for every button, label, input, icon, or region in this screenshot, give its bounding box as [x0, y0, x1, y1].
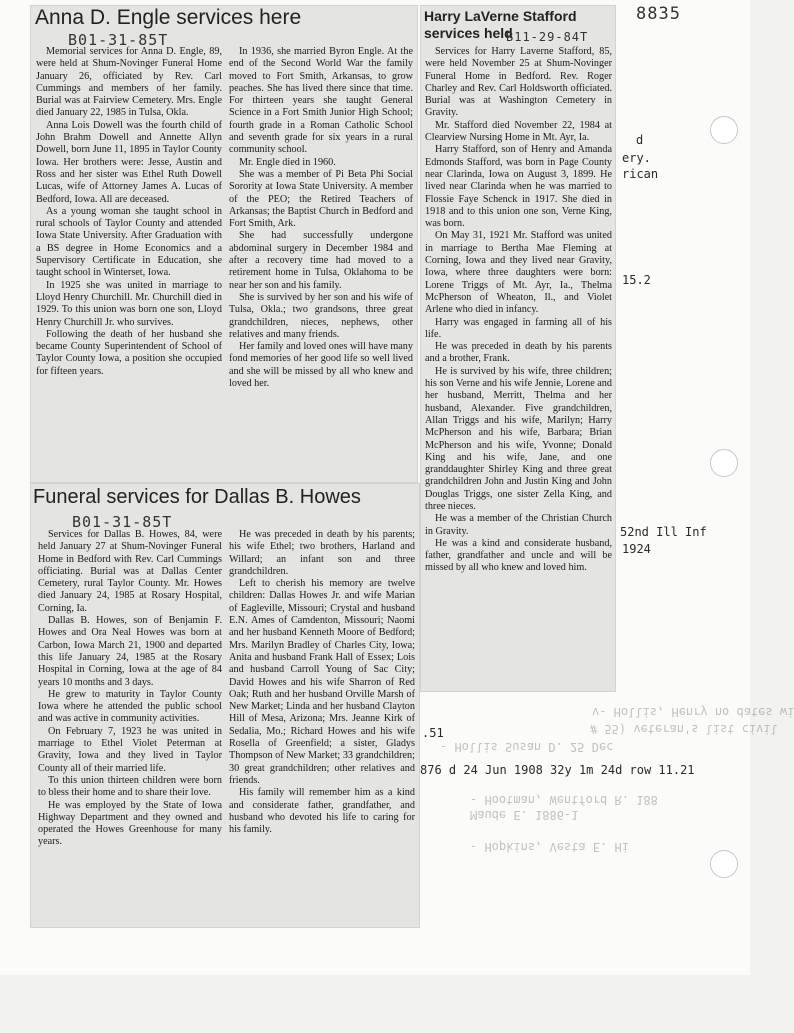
paragraph: He was employed by the State of Iowa Highway Department and they owned and operated the Howes Greenhouse for many years.: [38, 799, 222, 848]
engle-column-2: [229, 46, 413, 480]
paragraph: Dallas B. Howes, son of Benjamin F. Howes and Ora Neal Howes was born at Carbon, Iowa March 21, 1900 and departed this life January 24, 1985 at the Rosary Hospital in Corning, Iowa at the age of 84 years 10 months and 3 days.: [38, 615, 222, 688]
paragraph: As a young woman she taught school in rural schools of Taylor County and attended Iowa State University. After Graduation with a BS degree in Home Economics and a Supervisory Certificate in Education, she taught school in Winterset, Iowa.: [36, 205, 222, 279]
paragraph: She was a member of Pi Beta Phi Social Sorority at Iowa State University. A member of the PEO; the Retired Teachers of Arkansas; the Baptist Church in Bedford and Fort Smith, Ark.: [229, 168, 413, 230]
paragraph: In 1925 she was united in marriage to Lloyd Henry Churchill. Mr. Churchill died in 1929. To this union was born one son, Lloyd Henry Churchill Jr. who survives.: [36, 279, 222, 328]
paragraph: Anna Lois Dowell was the fourth child of John Brahm Dowell and Annette Allyn Dowell, born June 11, 1895 in Taylor County Iowa. Her brothers were: Jesse, Austin and Ross and her sister was Ethel Ruth Dowell Lucas, wife of Attorney James A. Lucas of Bedford, Iowa. All are deceased.: [36, 119, 222, 205]
paragraph: On May 31, 1921 Mr. Stafford was united in marriage to Bertha Mae Fleming at Corning, Iowa and they lived near Gravity, Iowa, where three daughters were born: Lorene Triggs of Mt. Ayr, Ia., Thelma McPherson of Wheaton, Il., and Violet Arlene who died in infancy.: [425, 230, 612, 316]
bleed-text-mirrored: - Hollis Susan D. 25 Dec: [440, 740, 614, 754]
paragraph: Mr. Stafford died November 22, 1984 at Clearview Nursing Home in Mt. Ayr, Ia.: [425, 119, 612, 144]
paragraph: His family will remember him as a kind and considerate father, grandfather, and husband who devoted his life to caring for his family.: [229, 787, 415, 836]
stafford-headline: Harry LaVerne Stafford services held: [424, 8, 577, 41]
engle-date-annotation: B01-31-85T: [68, 31, 169, 49]
bleed-text-mirrored: v- Hollis, Henry no dates wi: [592, 705, 794, 719]
bleed-text: 876 d 24 Jun 1908 32y 1m 24d row 11.21: [420, 763, 695, 777]
paragraph: He is survived by his wife, three children; his son Verne and his wife Jennie, Lorene and her husband, Merritt, Thelma and her husband, Alexander. Five grandchildren, Allan Triggs and his wife, Marilyn; Harry McPherson and his wife, Barbara; Brian McPherson and his wife, Yvonne; Donald King and his wife, Jane, and one granddaughter Shirley King and three great grandchildren John and Justin King and John Douglas Triggs, one sister Zella King, and three nieces.: [425, 365, 612, 512]
paragraph: Harry was engaged in farming all of his life.: [425, 316, 612, 340]
bleed-text-mirrored: - Hopkins, Vesta E. Hi: [470, 840, 629, 854]
engle-headline: Anna D. Engle services here: [35, 6, 302, 29]
bleed-text: 1924: [622, 542, 651, 556]
howes-column-2: [229, 529, 415, 927]
bleed-text: d: [636, 133, 644, 147]
binder-hole: [710, 850, 738, 878]
bleed-text: ery.: [622, 151, 651, 165]
binder-hole: [710, 116, 738, 144]
howes-headline: Funeral services for Dallas B. Howes: [33, 486, 361, 508]
howes-date-annotation: B01-31-85T: [72, 513, 173, 531]
paragraph: Her family and loved ones will have many fond memories of her good life so well lived and she will be missed by all who knew and loved her.: [229, 341, 413, 390]
paragraph: To this union thirteen children were born to bless their home and to share their love.: [38, 774, 222, 799]
paragraph: She is survived by her son and his wife of Tulsa, Okla.; two grandsons, three great grandchildren, nieces, nephews, other relatives and many friends.: [229, 291, 413, 340]
bleed-text: 15.2: [622, 273, 651, 287]
paragraph: Memorial services for Anna D. Engle, 89, were held at Shum-Novinger Funeral Home January 26, officiated by Rev. Carl Cummings and members of her family. Burial was at Fairview Cemetery. Mrs. Engle died January 22, 1985 in Tulsa, Okla.: [36, 46, 222, 119]
paragraph: Services for Harry Laverne Stafford, 85, were held November 25 at Shum-Novinger Funeral Home in Bedford. Rev. Roger Charley and Rev. Carl Holdsworth officiated. Burial was at Washington Cemetery in Gravity.: [425, 46, 612, 119]
paragraph: In 1936, she married Byron Engle. At the end of the Second World War the family moved to Fort Smith, Arkansas, to grow peaches. She has lived there since that time. For thirteen years she taught General Science in a Fort Smith Junior High School; fourth grade in a Roman Catholic School and seventh grade for six years in a rural community school.: [229, 46, 413, 156]
bleed-text-mirrored: Maude E. 1886-1: [470, 808, 579, 822]
bleed-text: .51: [422, 726, 444, 740]
paragraph: He was preceded in death by his parents; his wife Ethel; two brothers, Harland and Willard; an infant son and three grandchildren.: [229, 529, 415, 577]
paragraph: He was a member of the Christian Church in Gravity.: [425, 513, 612, 537]
paragraph: He was a kind and considerate husband, father, grandfather and uncle and will be missed by all who knew and loved him.: [425, 537, 612, 574]
bleed-text: rican: [622, 167, 659, 181]
paragraph: He was preceded in death by his parents and a brother, Frank.: [425, 341, 612, 365]
paragraph: Harry Stafford, son of Henry and Amanda Edmonds Stafford, was born in Page County near Clarinda, Iowa on August 3, 1899. He lived near Clarinda when he was married to Flossie Faye Schenck in 1917. She died in 1918 and to this union one son, Verne King, was born.: [425, 144, 612, 230]
paragraph: Following the death of her husband she became County Superintendent of School of Taylor County Iowa, a position she occupied for fifteen years.: [36, 328, 222, 377]
paragraph: Mr. Engle died in 1960.: [239, 156, 336, 168]
howes-column-1: [38, 529, 222, 927]
stafford-column: [425, 46, 612, 689]
paragraph: She had successfully undergone abdominal surgery in December 1984 and after a recovery time had moved to a retirement home in Tulsa, Oklahoma to be near her son and his family.: [229, 230, 413, 291]
paragraph: On February 7, 1923 he was united in marriage to Ethel Violet Peterman at Gravity, Iowa and they lived in Taylor County all of their married life.: [38, 725, 222, 774]
bleed-text: 52nd Ill Inf: [620, 525, 707, 539]
stafford-date-annotation: B11-29-84T: [506, 30, 589, 44]
page-number: 8835: [636, 4, 681, 24]
bleed-text-mirrored: # 55) veteran's list civil: [590, 722, 778, 736]
paragraph: He grew to maturity in Taylor County Iowa where he attended the public school and was active in community activities.: [38, 688, 222, 725]
paragraph: Left to cherish his memory are twelve children: Dallas Howes Jr. and wife Marian of Eagleville, Missouri; Crystal and husband E.N. Ames of Camdenton, Missouri; Naomi and her husband Kenneth Moore of Bedford; Mrs. Marilyn Bradley of Charles City, Iowa; Anita and husband Frank Hall of Essex; Lois and husband Carroll Young of Sac City; David Howes and his wife Sharron of Red Oak; Ruth and her husband Orville Marsh of New Market; Linda and her husband Clayton Hill of Mesa, Arizona; Mrs. Jeanne Kirk of Sedalia, Mo.; Richard Howes and his wife Rosella of Greenfield; a sister, Gladys Thompson of New Market; 33 grandchildren; 30 great grandchildren; other relatives and friends.: [229, 578, 415, 786]
binder-hole: [710, 449, 738, 477]
bleed-text-mirrored: - Hootman, Wentford R. 188: [470, 793, 658, 807]
engle-column-1: [36, 46, 222, 480]
paragraph: Services for Dallas B. Howes, 84, were held January 27 at Shum-Novinger Funeral Home in Bedford with Rev. Carl Cummings officiating. Burial was at Dallas Center Cemetery, rural Taylor County. Mr. Howes died January 24, 1985 at Rosary Hospital, Corning, Ia.: [38, 529, 222, 614]
